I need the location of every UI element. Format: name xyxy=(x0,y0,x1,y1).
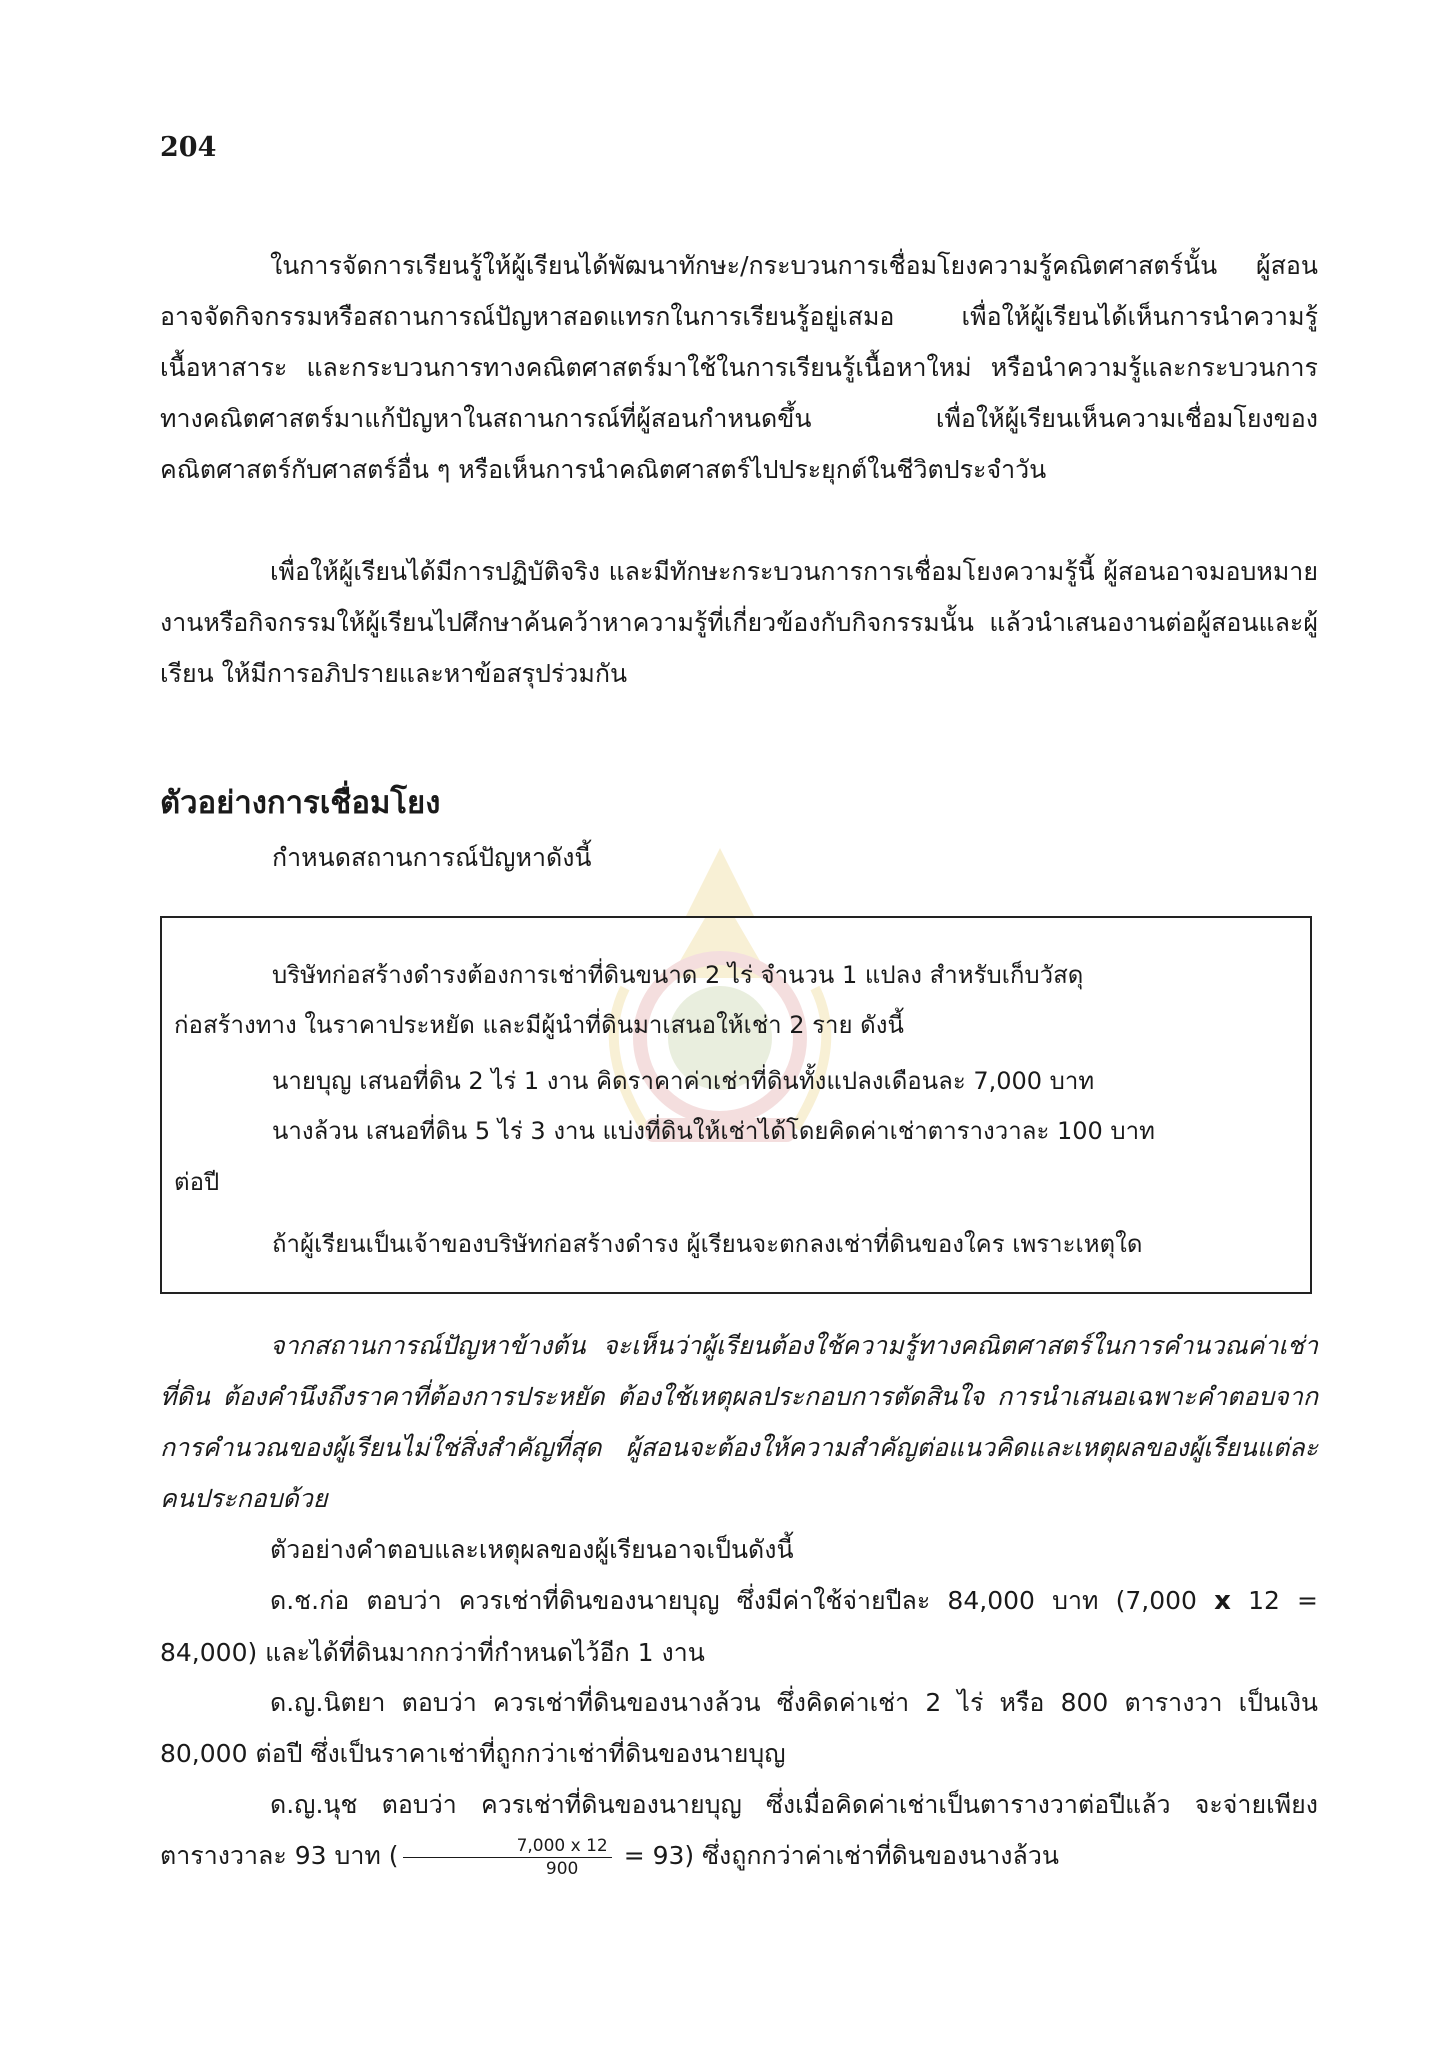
fraction-denominator: 900 xyxy=(545,1858,579,1879)
fraction-numerator: 7,000 x 12 xyxy=(403,1835,612,1858)
answer-1-rest: 12 = 84,000) และได้ที่ดินมากกว่าที่กำหนดไว้อีก 1 งาน xyxy=(160,1586,1318,1667)
intro-paragraph-2: เพื่อให้ผู้เรียนได้มีการปฏิบัติจริง และมีทักษะกระบวนการการเชื่อมโยงความรู้นี้ ผู้สอนอาจมอบหมายงานหรือกิจกรรมให้ผู้เรียนไปศึกษาค้นคว้าหาความรู้ที่เกี่ยวข้องกับกิจกรรมนั้น แล้วนำเสนองานต่อผู้สอนและผู้เรียน ให้มีการอภิปรายและหาข้อสรุปร่วมกัน xyxy=(160,557,1318,688)
answer-1-text: ด.ช.ก่อ ตอบว่า ควรเช่าที่ดินของนายบุญ ซึ่งมีค่าใช้จ่ายปีละ 84,000 บาท (7,000 xyxy=(270,1586,1197,1615)
problem-line: บริษัทก่อสร้างดำรงต้องการเช่าที่ดินขนาด 2 ไร่ จำนวน 1 แปลง สำหรับเก็บวัสดุ xyxy=(272,961,1084,989)
problem-line: นางล้วน เสนอที่ดิน 5 ไร่ 3 งาน แบ่งที่ดินให้เช่าได้โดยคิดค่าเช่าตารางวาละ 100 บาท xyxy=(272,1117,1155,1145)
page-number: 204 xyxy=(160,132,217,163)
problem-question: ถ้าผู้เรียนเป็นเจ้าของบริษัทก่อสร้างดำรง ผู้เรียนจะตกลงเช่าที่ดินของใคร เพราะเหตุใด xyxy=(272,1230,1143,1258)
examples-intro: ตัวอย่างคำตอบและเหตุผลของผู้เรียนอาจเป็นดังนี้ xyxy=(270,1535,794,1564)
multiply-sign: x xyxy=(1214,1586,1231,1616)
answer-2: ด.ญ.นิตยา ตอบว่า ควรเช่าที่ดินของนางล้วน ซึ่งคิดค่าเช่า 2 ไร่ หรือ 800 ตารางวา เป็นเงิน 80,000 ต่อปี ซึ่งเป็นราคาเช่าที่ถูกกว่าเช่าที่ดินของนายบุญ xyxy=(160,1688,1318,1768)
answer-3-text: ด.ญ.นุช ตอบว่า ควรเช่าที่ดินของนายบุญ ซึ่งเมื่อคิดค่าเช่าเป็นตารางวาต่อปีแล้ว จะจ่ายเพียงตารางวาละ 93 บาท ( xyxy=(160,1790,1318,1870)
intro-paragraph-1: ในการจัดการเรียนรู้ให้ผู้เรียนได้พัฒนาทักษะ/กระบวนการเชื่อมโยงความรู้คณิตศาสตร์นั้น ผู้สอนอาจจัดกิจกรรมหรือสถานการณ์ปัญหาสอดแทรกในการเรียนรู้อยู่เสมอ เพื่อให้ผู้เรียนได้เห็นการนำความรู้ เนื้อหาสาระ และกระบวนการทางคณิตศาสตร์มาใช้ในการเรียนรู้เนื้อหาใหม่ หรือนำความรู้และกระบวนการทางคณิตศาสตร์มาแก้ปัญหาในสถานการณ์ที่ผู้สอนกำหนดขึ้น เพื่อให้ผู้เรียนเห็นความเชื่อมโยงของคณิตศาสตร์กับศาสตร์อื่น ๆ หรือเห็นการนำคณิตศาสตร์ไปประยุกต์ในชีวิตประจำวัน xyxy=(160,251,1318,484)
section-subheading: กำหนดสถานการณ์ปัญหาดังนี้ xyxy=(272,843,592,872)
analysis-paragraph: จากสถานการณ์ปัญหาข้างต้น จะเห็นว่าผู้เรียนต้องใช้ความรู้ทางคณิตศาสตร์ในการคำนวณค่าเช่าที่ดิน ต้องคำนึงถึงราคาที่ต้องการประหยัด ต้องใช้เหตุผลประกอบการตัดสินใจ การนำเสนอเฉพาะคำตอบจากการคำนวณของผู้เรียนไม่ใช่สิ่งสำคัญที่สุด ผู้สอนจะต้องให้ความสำคัญต่อแนวคิดและเหตุผลของผู้เรียนแต่ละคนประกอบด้วย xyxy=(160,1331,1318,1513)
section-heading: ตัวอย่างการเชื่อมโยง xyxy=(160,785,441,821)
answer-1 xyxy=(160,1575,1318,1678)
answer-3 xyxy=(160,1779,1318,1881)
problem-line: ก่อสร้างทาง ในราคาประหยัด และมีผู้นำที่ดินมาเสนอให้เช่า 2 ราย ดังนี้ xyxy=(174,1011,904,1039)
problem-situation-box xyxy=(160,916,1312,1294)
problem-line: นายบุญ เสนอที่ดิน 2 ไร่ 1 งาน คิดราคาค่าเช่าที่ดินทั้งแปลงเดือนละ 7,000 บาท xyxy=(272,1067,1095,1095)
problem-line: ต่อปี xyxy=(174,1168,220,1196)
answer-3-rest: = 93) ซึ่งถูกกว่าค่าเช่าที่ดินของนางล้วน xyxy=(623,1841,1059,1870)
fraction xyxy=(403,1835,612,1880)
